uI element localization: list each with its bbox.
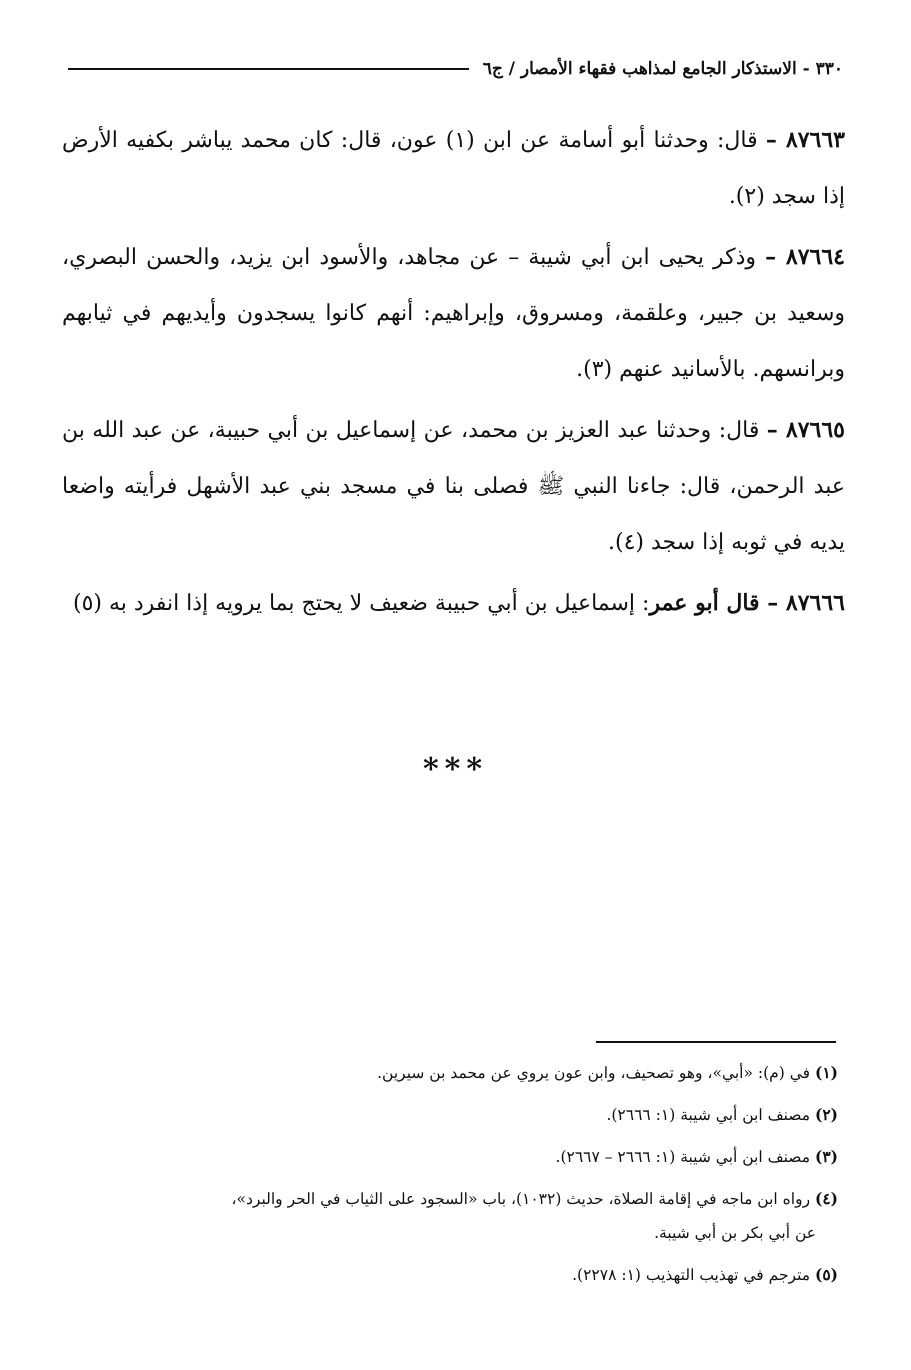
footnote-mark: (٢) xyxy=(814,1105,838,1124)
footnote-text: عن أبي بكر بن أبي شيبة. xyxy=(654,1224,816,1242)
author-attribution: قال أبو عمر xyxy=(649,590,768,616)
header-rule xyxy=(68,68,469,70)
paragraph-number: ٨٧٦٦٤ – xyxy=(765,244,845,270)
footnote-text: مترجم في تهذيب التهذيب (١: ٢٢٧٨). xyxy=(572,1266,815,1284)
footnote-text: مصنف ابن أبي شيبة (١: ٢٦٦٦). xyxy=(606,1106,815,1124)
footnote-text: في (م): «أبي»، وهو تصحيف، وابن عون يروي عن محمد بن سيرين. xyxy=(377,1064,815,1082)
paragraph-87664 xyxy=(62,229,845,398)
paragraph-text: قال: وحدثنا أبو أسامة عن ابن (١) عون، قال: كان محمد يباشر بكفيه الأرض إذا سجد (٢). xyxy=(62,128,845,209)
paragraph-text: قال: وحدثنا عبد العزيز بن محمد، عن إسماعيل بن أبي حبيبة، عن عبد الله بن عبد الرحمن، قال: جاءنا النبي ﷺ فصلى بنا في مسجد بني عبد الأشهل فرأيته واضعا يديه في ثوبه إذا سجد (٤). xyxy=(62,418,845,555)
footnote-4 xyxy=(90,1188,838,1210)
paragraph-number: ٨٧٦٦٥ – xyxy=(766,417,845,443)
footnote-mark: (٤) xyxy=(814,1189,838,1208)
footnote-mark: (٥) xyxy=(814,1265,838,1284)
paragraph-text: : إسماعيل بن أبي حبيبة ضعيف لا يحتج بما يرويه إذا انفرد به (٥) xyxy=(72,591,650,616)
main-text xyxy=(62,112,845,636)
paragraph-87663 xyxy=(62,112,845,225)
footnote-rule xyxy=(596,1041,836,1043)
footnote-3 xyxy=(90,1146,838,1168)
footnote-text: مصنف ابن أبي شيبة (١: ٢٦٦٦ – ٢٦٦٧). xyxy=(555,1148,815,1166)
paragraph-number: ٨٧٦٦٣ – xyxy=(765,127,845,153)
paragraph-number: ٨٧٦٦٦ – xyxy=(767,590,845,616)
footnote-mark: (٣) xyxy=(814,1147,838,1166)
footnote-5 xyxy=(90,1264,838,1286)
footnote-text: رواه ابن ماجه في إقامة الصلاة، حديث (١٠٣٢)، باب «السجود على الثياب في الحر والبرد»، xyxy=(231,1190,815,1208)
footnote-mark: (١) xyxy=(814,1063,838,1082)
running-header: ٣٣٠ - الاستذكار الجامع لمذاهب فقهاء الأمصار / ج٦ xyxy=(482,59,843,79)
paragraph-text: وذكر يحيى ابن أبي شيبة – عن مجاهد، والأسود ابن يزيد، والحسن البصري، وسعيد بن جبير، وعلقمة، ومسروق، وإبراهيم: أنهم كانوا يسجدون وأيديهم في ثيابهم وبرانسهم. بالأسانيد عنهم (٣). xyxy=(62,245,845,382)
paragraph-87665 xyxy=(62,402,845,571)
footnotes xyxy=(90,1062,838,1306)
footnote-2 xyxy=(90,1104,838,1126)
footnote-1 xyxy=(90,1062,838,1084)
section-divider: *** xyxy=(422,752,489,787)
footnote-4-continuation xyxy=(90,1222,816,1244)
page-header xyxy=(68,52,843,86)
paragraph-87666 xyxy=(62,575,845,632)
